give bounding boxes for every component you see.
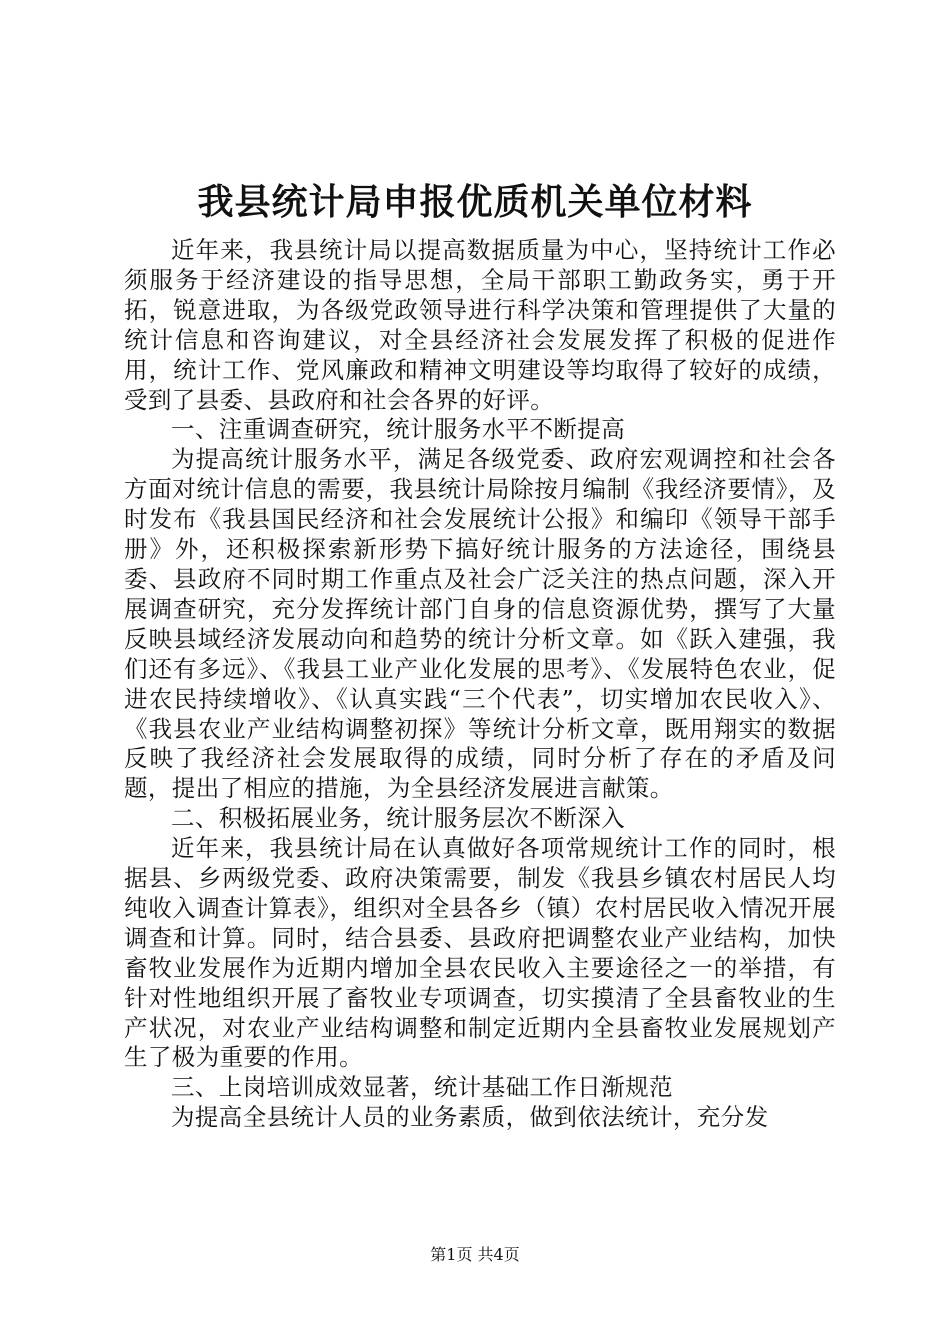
section-heading-1: 一、注重调查研究，统计服务水平不断提高 xyxy=(171,415,626,444)
section-3-paragraph: 为提高全县统计人员的业务素质，做到依法统计，充分发 xyxy=(171,1103,769,1132)
page-footer: 第1页 共4页 xyxy=(430,1245,520,1264)
section-2-paragraph: 近年来，我县统计局在认真做好各项常规统计工作的同时，根据县、乡两级党委、政府决策需要，制发《我县乡镇农村居民人均纯收入调查计算表》，组织对全县各乡（镇）农村居民收入情况开展调查和计算。同时，结合县委、县政府把调整农业产业结构，加快畜牧业发展作为近期内增加全县农民收入主要途径之一的举措，有针对性地组织开展了畜牧业专项调查，切实摸清了全县畜牧业的生产状况，对农业产业结构调整和制定近期内全县畜牧业发展规划产生了极为重要的作用。 xyxy=(124,834,836,1072)
section-1-paragraph: 为提高统计服务水平，满足各级党委、政府宏观调控和社会各方面对统计信息的需要，我县统计局除按月编制《我经济要情》，及时发布《我县国民经济和社会发展统计公报》和编印《领导干部手册》外，还积极探索新形势下搞好统计服务的方法途径，围绕县委、县政府不同时期工作重点及社会广泛关注的热点问题，深入开展调查研究，充分发挥统计部门自身的信息资源优势，撰写了大量反映县域经济发展动向和趋势的统计分析文章。如《跃入建强，我们还有多远》、《我县工业产业化发展的思考》、《发展特色农业，促进农民持续增收》、《认真实践“三个代表”，切实增加农民收入》、《我县农业产业结构调整初探》等统计分析文章，既用翔实的数据反映了我经济社会发展取得的成绩，同时分析了存在的矛盾及问题，提出了相应的措施，为全县经济发展进言献策。 xyxy=(124,445,836,803)
document-body xyxy=(124,236,836,1133)
intro-paragraph: 近年来，我县统计局以提高数据质量为中心，坚持统计工作必须服务于经济建设的指导思想，全局干部职工勤政务实，勇于开拓，锐意进取，为各级党政领导进行科学决策和管理提供了大量的统计信息和咨询建议，对全县经济社会发展发挥了积极的促进作用，统计工作、党风廉政和精神文明建设等均取得了较好的成绩，受到了县委、县政府和社会各界的好评。 xyxy=(124,236,836,414)
section-heading-3: 三、上岗培训成效显著，统计基础工作日渐规范 xyxy=(171,1073,673,1102)
section-heading-2: 二、积极拓展业务，统计服务层次不断深入 xyxy=(171,804,626,833)
document-title: 我县统计局申报优质机关单位材料 xyxy=(197,181,753,223)
